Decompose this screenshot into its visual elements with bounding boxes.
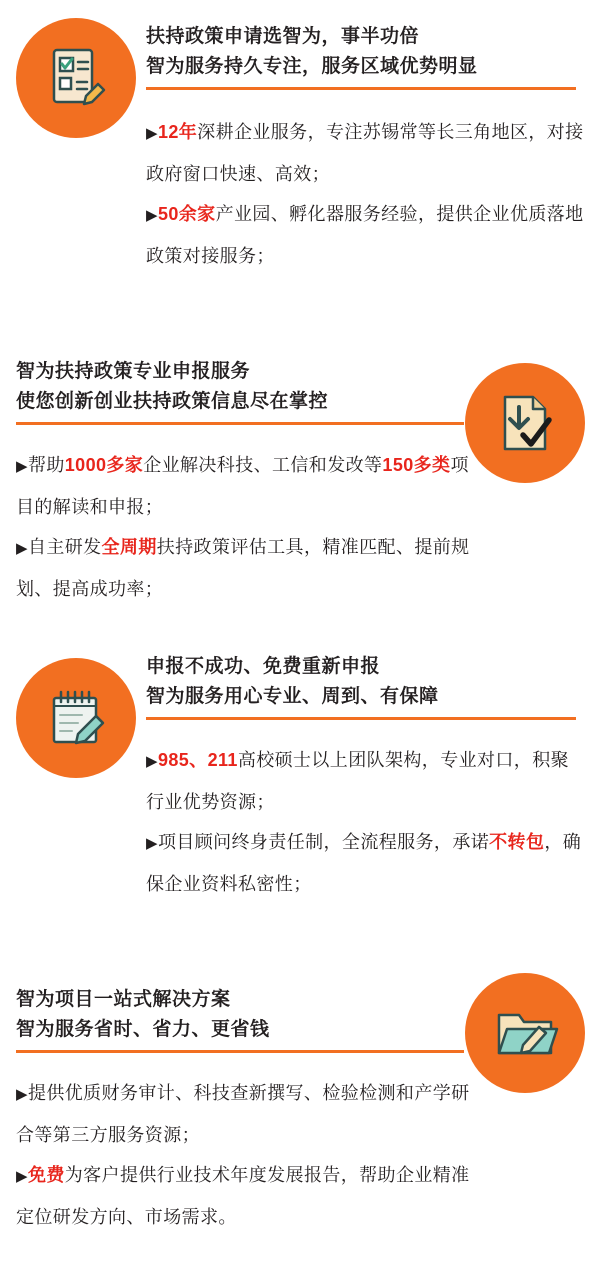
highlight-text: 不转包: [489, 832, 545, 852]
triangle-bullet-icon: ▶: [146, 835, 158, 852]
bullet-paragraph: ▶50余家产业园、孵化器服务经验，提供企业优质落地政策对接服务；: [146, 204, 584, 266]
folder-edit-icon: [465, 973, 585, 1093]
notebook-pencil-icon: [16, 658, 136, 778]
heading-rule: [16, 422, 464, 425]
bullet-paragraph: ▶项目顾问终身责任制，全流程服务，承诺不转包，确保企业资料私密性；: [146, 832, 582, 894]
triangle-bullet-icon: ▶: [16, 540, 28, 557]
bullet-paragraph: ▶帮助1000多家企业解决科技、工信和发改等150多类项目的解读和申报；: [16, 455, 469, 517]
triangle-bullet-icon: ▶: [146, 753, 158, 770]
document-check-icon: [16, 18, 136, 138]
highlight-text: 免费: [27, 1165, 65, 1185]
heading-line: 智为服务持久专注，服务区域优势明显: [146, 56, 478, 77]
bullet-paragraph: ▶免费为客户提供行业技术年度发展报告，帮助企业精准定位研发方向、市场需求。: [16, 1165, 470, 1227]
heading-rule: [146, 717, 576, 720]
section-2-body: [16, 445, 478, 609]
highlight-text: 150多类: [382, 455, 451, 475]
highlight-text: 全周期: [101, 537, 157, 557]
heading-line: 扶持政策申请选智为，事半功倍: [146, 26, 420, 47]
heading-line: 使您创新创业扶持政策信息尽在掌控: [16, 391, 329, 412]
triangle-bullet-icon: ▶: [16, 1168, 28, 1185]
section-3-heading: [146, 652, 576, 720]
section-4-body: [16, 1073, 478, 1237]
bullet-paragraph: ▶12年深耕企业服务，专注苏锡常等长三角地区，对接政府窗口快速、高效；: [146, 122, 584, 184]
bullet-paragraph: ▶985、211高校硕士以上团队架构，专业对口，积聚行业优势资源；: [146, 750, 570, 812]
highlight-text: 1000多家: [64, 455, 144, 475]
section-1-heading: [146, 22, 576, 90]
download-file-icon: [465, 363, 585, 483]
triangle-bullet-icon: ▶: [146, 207, 158, 224]
section-2-heading: [16, 357, 464, 425]
triangle-bullet-icon: ▶: [16, 458, 28, 475]
heading-line: 申报不成功、免费重新申报: [146, 656, 381, 677]
heading-rule: [146, 87, 576, 90]
heading-rule: [16, 1050, 464, 1053]
heading-line: 智为服务省时、省力、更省钱: [16, 1019, 270, 1040]
triangle-bullet-icon: ▶: [16, 1086, 28, 1103]
section-4-heading: [16, 985, 464, 1053]
triangle-bullet-icon: ▶: [146, 125, 158, 142]
bullet-paragraph: ▶提供优质财务审计、科技查新撰写、检验检测和产学研合等第三方服务资源；: [16, 1083, 470, 1145]
section-3-body: [146, 740, 586, 904]
section-1-body: [146, 112, 586, 276]
highlight-text: 985、211: [157, 750, 238, 770]
heading-line: 智为项目一站式解决方案: [16, 989, 231, 1010]
heading-line: 智为服务用心专业、周到、有保障: [146, 686, 439, 707]
heading-line: 智为扶持政策专业申报服务: [16, 361, 251, 382]
highlight-text: 50余家: [157, 204, 216, 224]
bullet-paragraph: ▶自主研发全周期扶持政策评估工具，精准匹配、提前规划、提高成功率；: [16, 537, 470, 599]
highlight-text: 12年: [157, 122, 198, 142]
